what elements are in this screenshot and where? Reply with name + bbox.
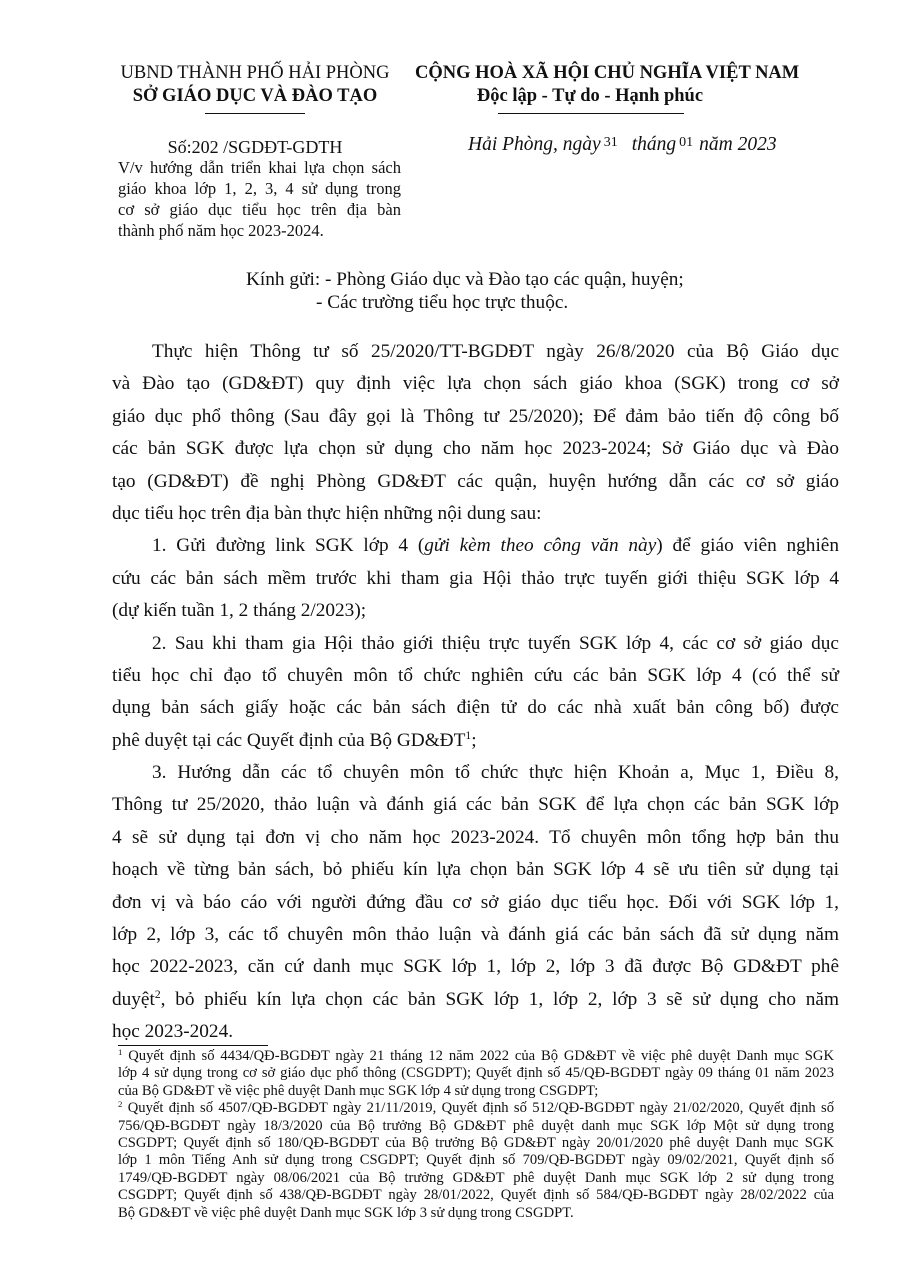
- date-day: 31: [603, 135, 618, 150]
- footnote-line: [118, 1152, 834, 1169]
- recipients: [246, 268, 684, 314]
- text-segment: Quyết định số 4434/QĐ-BGDĐT ngày 21 tháng 12 năm 2022 của Bộ GD&ĐT về việc phê duyệt Danh mục SGK: [122, 1048, 834, 1064]
- text-segment: lớp 1 môn Tiếng Anh sử dụng trong CSGDPT; Quyết định số 709/QĐ-BGDĐT ngày 09/02/2021, Quyết định số: [118, 1152, 834, 1169]
- body-line: [112, 951, 839, 983]
- text-segment: học 2023-2024.: [112, 1021, 234, 1043]
- body-line: [112, 628, 839, 660]
- body-line: [112, 368, 839, 400]
- body-line: [112, 498, 839, 530]
- text-segment: , bỏ phiếu kín lựa chọn các bản SGK lớp 1, lớp 2, lớp 3 sẽ sử dụng cho năm: [160, 988, 839, 1010]
- subject-line: V/v hướng dẫn triển khai lựa chọn sách: [118, 158, 401, 177]
- footnote-line: [118, 1170, 834, 1187]
- text-segment: hoạch về từng bản sách, bỏ phiếu kín lựa chọn bản SGK lớp 4 sẽ ưu tiên sử dụng tại: [112, 859, 839, 881]
- text-segment: CSGDPT; Quyết định số 180/QĐ-BGDĐT của Bộ trưởng Bộ GD&ĐT ngày 20/01/2020 phê duyệt Danh mục SGK: [118, 1134, 834, 1151]
- text-segment: 756/QĐ-BGDĐT ngày 18/3/2020 của Bộ trưởng Bộ GD&ĐT phê duyệt danh mục SGK lớp Một sử dụng trong: [118, 1117, 834, 1134]
- text-segment: 2. Sau khi tham gia Hội thảo giới thiệu trực tuyến SGK lớp 4, các cơ sở giáo dục: [152, 632, 839, 654]
- body-line: [112, 595, 839, 627]
- body-line: [112, 789, 839, 821]
- footnote-marker: 2: [118, 1098, 123, 1109]
- subject-line: thành phố năm học 2023-2024.: [118, 221, 324, 240]
- body-line: [112, 530, 839, 562]
- text-segment: các bản SGK được lựa chọn sử dụng cho năm học 2023-2024; Sở Giáo dục và Đào: [112, 438, 839, 460]
- text-segment: phê duyệt tại các Quyết định của Bộ GD&ĐT: [112, 729, 466, 751]
- date-month: 01: [679, 135, 694, 150]
- text-segment: ) để giáo viên nghiên: [656, 535, 840, 557]
- text-segment: Quyết định số 4507/QĐ-BGDĐT ngày 21/11/2019, Quyết định số 512/QĐ-BGDĐT ngày 21/02/2020, Quyết định số: [122, 1100, 834, 1117]
- national-motto: Độc lập - Tự do - Hạnh phúc: [476, 86, 704, 106]
- footnote-line: [118, 1205, 834, 1222]
- motto-underline: [498, 113, 684, 114]
- footnote-line: [118, 1048, 834, 1065]
- date-month-label: tháng: [631, 134, 677, 155]
- footnote-line: [118, 1083, 834, 1100]
- recipients-label: Kính gửi:: [246, 269, 321, 290]
- agency-underline: [205, 113, 305, 114]
- footnote-line: [118, 1118, 834, 1135]
- body-line: [112, 854, 839, 886]
- text-segment: của Bộ GD&ĐT về việc phê duyệt Danh mục SGK lớp 4 sử dụng trong CSGDPT;: [118, 1082, 599, 1099]
- date-place: Hải Phòng, ngày: [468, 134, 601, 155]
- text-segment: học 2022-2023, căn cứ danh mục SGK lớp 1, lớp 2, lớp 3 đã được Bộ GD&ĐT phê: [112, 956, 839, 978]
- text-segment: 4 sẽ sử dụng tại đơn vị cho năm học 2023-2024. Tổ chuyên môn tổng hợp bản thu: [112, 826, 839, 848]
- footnote-marker: 1: [465, 728, 472, 742]
- recipient-line: - Phòng Giáo dục và Đào tạo các quận, huyện;: [325, 269, 684, 290]
- text-segment: đơn vị và báo cáo với người đứng đầu cơ sở giáo dục tiểu học. Đối với SGK lớp 1,: [112, 891, 839, 913]
- footnote-marker: 1: [118, 1046, 123, 1057]
- body-line: [112, 984, 839, 1016]
- text-segment: 3. Hướng dẫn các tổ chuyên môn tổ chức thực hiện Khoản a, Mục 1, Điều 8,: [152, 762, 839, 784]
- body-line: [112, 692, 839, 724]
- body-line: [112, 919, 839, 951]
- document-subject: [118, 157, 401, 241]
- text-segment: Bộ GD&ĐT về việc phê duyệt Danh mục SGK lớp 3 sử dụng trong CSGDPT.: [118, 1204, 574, 1221]
- national-header: [415, 62, 800, 108]
- document-body: [112, 336, 839, 1049]
- subject-line: cơ sở giáo dục tiểu học trên địa bàn: [118, 200, 401, 219]
- footnote-line: [118, 1065, 834, 1082]
- footnote-line: [118, 1100, 834, 1117]
- body-line: [112, 466, 839, 498]
- text-segment: Thông tư 25/2020, thảo luận và đánh giá các bản SGK để lựa chọn các bản SGK lớp: [112, 794, 839, 816]
- agency-header: [105, 62, 405, 108]
- text-segment: dụng bản sách giấy hoặc các bản sách điện tử do các nhà xuất bản công bố) được: [112, 697, 839, 719]
- text-segment: tiểu học chỉ đạo tổ chuyên môn tổ chức nghiên cứu các bản SGK lớp 4 (có thể sử: [112, 664, 839, 686]
- footnote-line: [118, 1135, 834, 1152]
- footnote-separator: [118, 1045, 268, 1046]
- issuing-agency: SỞ GIÁO DỤC VÀ ĐÀO TẠO: [132, 86, 378, 106]
- document-number: Số:202 /SGDĐT-GDTH: [167, 137, 343, 157]
- text-segment: tạo (GD&ĐT) đề nghị Phòng GD&ĐT các quận, huyện hướng dẫn các cơ sở giáo: [112, 470, 839, 492]
- text-segment: 1. Gửi đường link SGK lớp 4 (: [152, 535, 425, 557]
- recipient-line: - Các trường tiểu học trực thuộc.: [316, 292, 569, 313]
- body-line: [112, 336, 839, 368]
- body-line: [112, 660, 839, 692]
- text-segment: CSGDPT; Quyết định số 438/QĐ-BGDĐT ngày 28/01/2022, Quyết định số 584/QĐ-BGDĐT ngày 28/02/2022 của: [118, 1187, 834, 1204]
- body-line: [112, 887, 839, 919]
- text-segment: cứu các bản sách mềm trước khi tham gia Hội thảo trực tuyến giới thiệu SGK lớp 4: [112, 567, 839, 589]
- body-line: [112, 433, 839, 465]
- text-segment: gửi kèm theo công văn này: [424, 535, 657, 557]
- body-line: [112, 757, 839, 789]
- text-segment: duyệt: [112, 988, 155, 1010]
- body-line: [112, 1016, 839, 1048]
- text-segment: lớp 2, lớp 3, các tổ chuyên môn thảo luận và đánh giá các bản sách đã sử dụng năm: [112, 924, 839, 946]
- text-segment: và Đào tạo (GD&ĐT) quy định việc lựa chọn sách giáo khoa (SGK) trong cơ sở: [112, 373, 839, 395]
- body-line: [112, 401, 839, 433]
- text-segment: ;: [471, 729, 477, 751]
- body-line: [112, 822, 839, 854]
- text-segment: 1749/QĐ-BGDĐT ngày 08/06/2021 của Bộ trưởng GD&ĐT phê duyệt Danh mục SGK lớp 2 sử dụng trong: [118, 1169, 834, 1186]
- body-line: [112, 725, 839, 757]
- body-line: [112, 563, 839, 595]
- national-title: CỘNG HOÀ XÃ HỘI CHỦ NGHĨA VIỆT NAM: [415, 63, 800, 83]
- parent-agency: UBND THÀNH PHỐ HẢI PHÒNG: [120, 63, 390, 83]
- footnote-line: [118, 1187, 834, 1204]
- text-segment: dục tiểu học trên địa bàn thực hiện những nội dung sau:: [112, 502, 542, 524]
- footnotes: [118, 1048, 834, 1222]
- text-segment: Thực hiện Thông tư số 25/2020/TT-BGDĐT ngày 26/8/2020 của Bộ Giáo dục: [152, 341, 839, 362]
- text-segment: lớp 4 sử dụng trong cơ sở giáo dục phổ thông (CSGDPT); Quyết định số 45/QĐ-BGDĐT ngày 09 tháng 01 năm 2023: [118, 1065, 834, 1082]
- footnote-marker: 2: [154, 987, 161, 1001]
- text-segment: (dự kiến tuần 1, 2 tháng 2/2023);: [112, 600, 367, 622]
- document-date: [468, 134, 777, 156]
- date-year: năm 2023: [699, 134, 777, 155]
- subject-line: giáo khoa lớp 1, 2, 3, 4 sử dụng trong: [118, 179, 401, 198]
- text-segment: giáo dục phổ thông (Sau đây gọi là Thông tư 25/2020); Để đảm bảo tiến độ công bố: [112, 405, 839, 427]
